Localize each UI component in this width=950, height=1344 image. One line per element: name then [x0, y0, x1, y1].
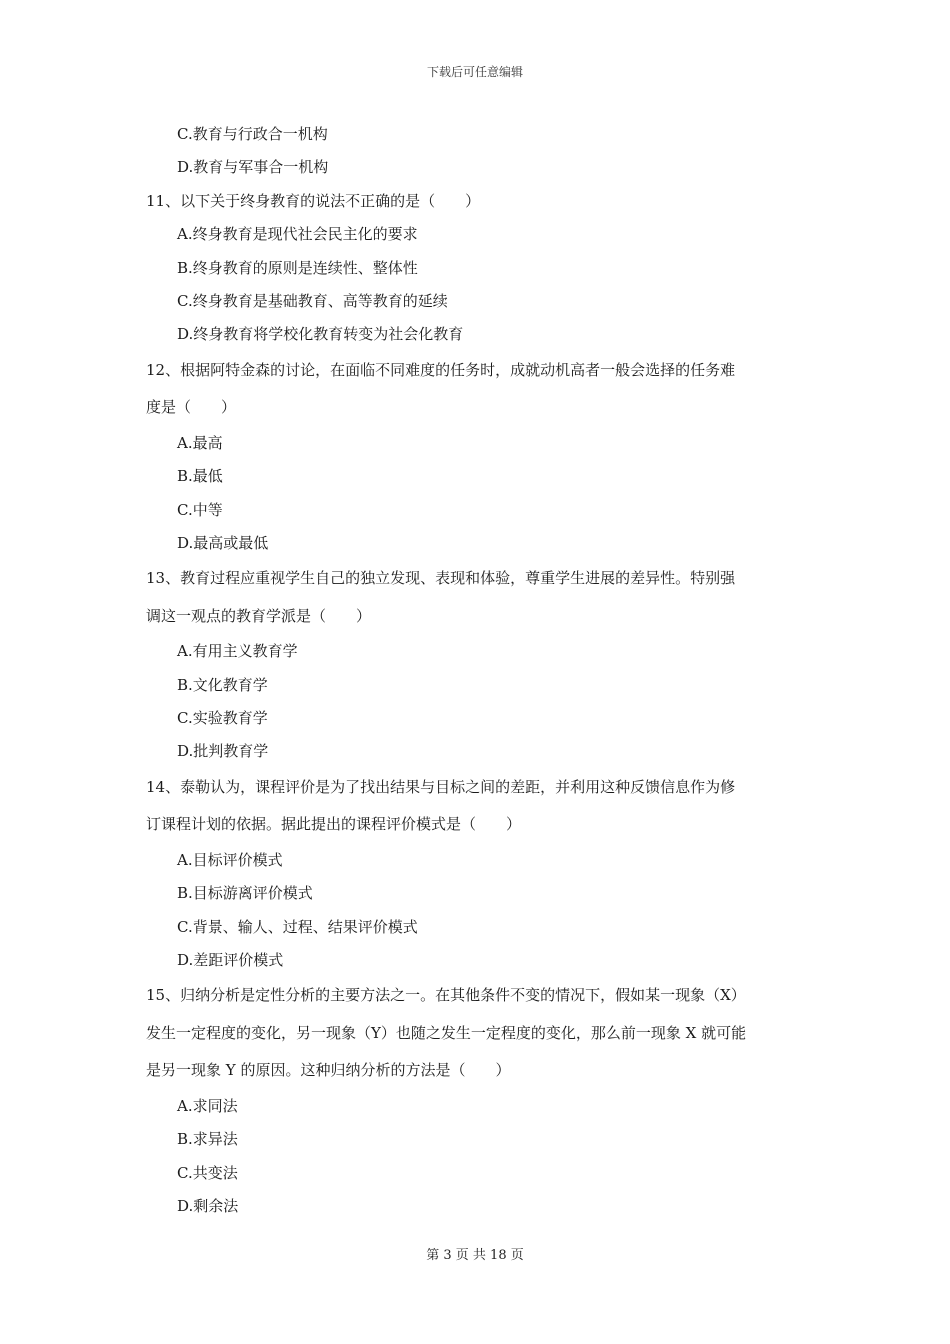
option-a: A.求同法: [177, 1096, 238, 1115]
question-text: 发生一定程度的变化，另一现象（Y）也随之发生一定程度的变化，那么前一现象 X 就可能: [146, 1023, 747, 1042]
question-12: [146, 352, 806, 561]
question-text: 12、根据阿特金森的讨论，在面临不同难度的任务时，成就动机高者一般会选择的任务难: [146, 360, 736, 379]
document-body: [146, 118, 806, 1223]
page-number: 第 3 页 共 18 页: [426, 1248, 524, 1263]
question-11: [146, 185, 806, 352]
option-b: B.终身教育的原则是连续性、整体性: [177, 258, 418, 277]
question-text: 度是（ ）: [146, 398, 237, 417]
option-c: C.终身教育是基础教育、高等教育的延续: [177, 291, 448, 310]
option-d: D.最高或最低: [177, 533, 269, 552]
question-text: 13、教育过程应重视学生自己的独立发现、表现和体验，尊重学生进展的差异性。特别强: [146, 569, 736, 588]
page-header-note: 下载后可任意编辑: [426, 65, 523, 79]
option-a: A.目标评价模式: [177, 850, 283, 869]
question-text: 是另一现象 Y 的原因。这种归纳分析的方法是（ ）: [146, 1061, 511, 1080]
option-a: A.最高: [177, 433, 223, 452]
prev-option-d: D.教育与军事合一机构: [177, 158, 329, 177]
question-14: [146, 769, 806, 978]
option-d: D.差距评价模式: [177, 951, 284, 970]
question-13: [146, 560, 806, 769]
option-c: C.背景、输人、过程、结果评价模式: [177, 917, 418, 936]
option-d: D.批判教育学: [177, 742, 269, 761]
option-d: D.剩余法: [177, 1197, 239, 1216]
question-15: [146, 977, 806, 1223]
option-b: B.目标游离评价模式: [177, 884, 313, 903]
option-c: C.实验教育学: [177, 709, 268, 728]
option-b: B.文化教育学: [177, 675, 268, 694]
question-text: 订课程计划的依据。据此提出的课程评价模式是（ ）: [146, 815, 522, 834]
question-text: 14、泰勒认为，课程评价是为了找出结果与目标之间的差距，并利用这种反馈信息作为修: [146, 777, 736, 796]
option-b: B.求异法: [177, 1130, 238, 1149]
question-text: 11、以下关于终身教育的说法不正确的是（ ）: [146, 191, 481, 210]
option-c: C.共变法: [177, 1163, 238, 1182]
prev-option-c: C.教育与行政合一机构: [177, 125, 328, 143]
question-text: 15、归纳分析是定性分析的主要方法之一。在其他条件不变的情况下，假如某一现象（X）: [146, 986, 746, 1005]
option-a: A.终身教育是现代社会民主化的要求: [177, 225, 418, 244]
option-d: D.终身教育将学校化教育转变为社会化教育: [177, 325, 464, 344]
option-c: C.中等: [177, 500, 223, 519]
question-text: 调这一观点的教育学派是（ ）: [146, 606, 372, 625]
option-a: A.有用主义教育学: [177, 642, 298, 661]
option-b: B.最低: [177, 467, 223, 486]
